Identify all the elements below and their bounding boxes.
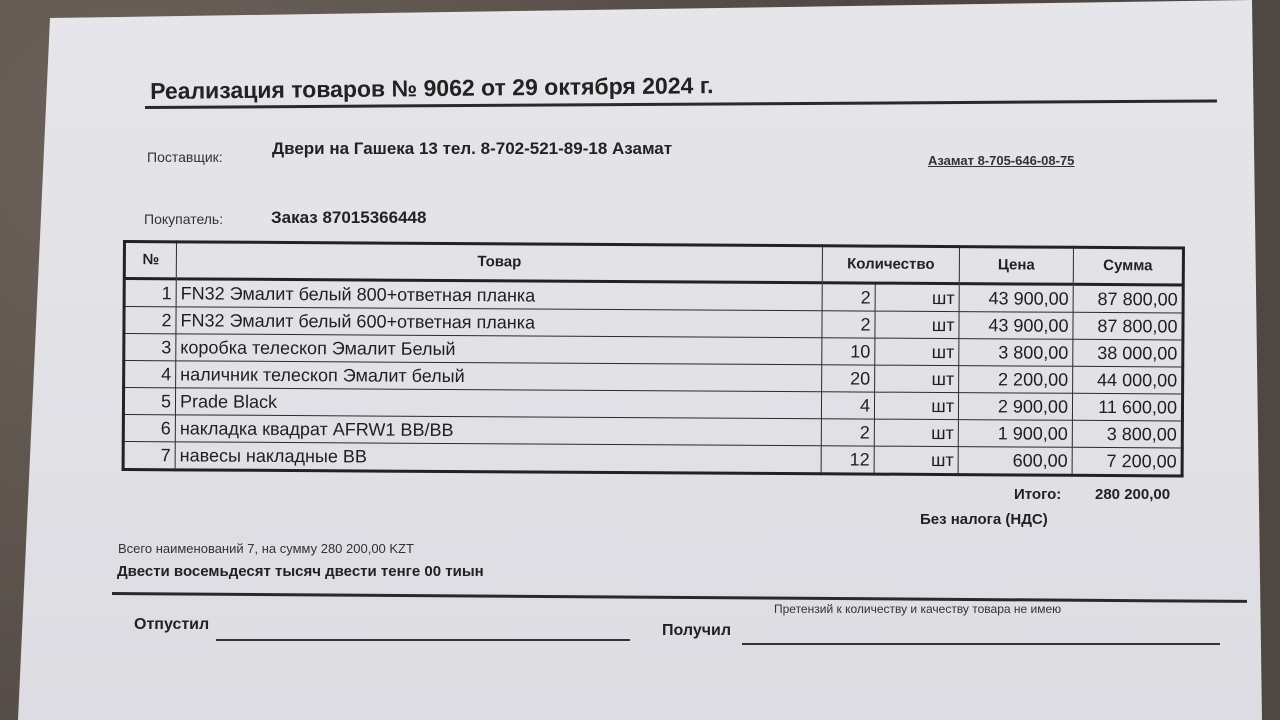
row-sum: 38 000,00 [1073, 339, 1183, 367]
row-item: коробка телескоп Эмалит Белый [176, 334, 822, 365]
tax-label: Без налога (НДС) [920, 511, 1048, 528]
row-num: 4 [124, 361, 176, 388]
released-label: Отпустил [134, 616, 210, 633]
row-item: навесы накладные BB [175, 442, 821, 474]
row-qty: 2 [821, 419, 874, 446]
row-unit: шт [875, 365, 959, 393]
row-sum: 44 000,00 [1073, 366, 1183, 394]
row-sum: 87 800,00 [1073, 284, 1183, 313]
buyer-label: Покупатель: [144, 211, 224, 227]
row-price: 2 200,00 [959, 366, 1073, 394]
header-price: Цена [959, 247, 1073, 285]
row-item: FN32 Эмалит белый 800+ответная планка [176, 279, 822, 311]
received-signature-line [742, 643, 1220, 645]
row-item: FN32 Эмалит белый 600+ответная планка [176, 307, 822, 338]
row-qty: 20 [822, 365, 875, 392]
received-label: Получил [662, 622, 732, 639]
row-qty: 10 [822, 338, 875, 365]
row-price: 1 900,00 [958, 420, 1072, 448]
header-item: Товар [176, 242, 822, 283]
row-unit: шт [875, 283, 959, 312]
buyer-value: Заказ 87015366448 [271, 208, 427, 227]
header-num: № [124, 242, 176, 279]
row-price: 43 900,00 [959, 312, 1073, 340]
row-unit: шт [874, 419, 958, 447]
supplier-label: Поставщик: [147, 149, 223, 165]
row-qty: 4 [821, 392, 874, 419]
row-sum: 3 800,00 [1072, 420, 1182, 448]
row-num: 5 [123, 388, 175, 415]
amount-in-words: Двести восемьдесят тысяч двести тенге 00 тиын [117, 563, 484, 580]
row-unit: шт [875, 311, 959, 339]
items-count-line: Всего наименований 7, на сумму 280 200,00 KZT [118, 541, 414, 556]
row-item: Prade Black [175, 388, 821, 419]
released-signature-line [216, 639, 630, 641]
supplier-contact: Азамат 8-705-646-08-75 [928, 153, 1075, 168]
total-label: Итого: [1014, 486, 1062, 503]
table-header-row [124, 242, 1183, 285]
document-title: Реализация товаров № 9062 от 29 октября 2024 г. [150, 72, 714, 104]
row-qty: 12 [821, 446, 874, 474]
row-price: 2 900,00 [958, 393, 1072, 421]
row-qty: 2 [822, 283, 875, 311]
row-unit: шт [875, 338, 959, 366]
row-qty: 2 [822, 311, 875, 338]
row-price: 600,00 [958, 447, 1072, 476]
header-sum: Сумма [1073, 247, 1183, 285]
row-num: 7 [123, 442, 175, 470]
row-item: накладка квадрат AFRW1 BB/BB [175, 415, 821, 446]
row-price: 43 900,00 [959, 284, 1073, 313]
items-table-wrap [122, 240, 1185, 477]
row-num: 3 [124, 334, 176, 361]
row-num: 6 [123, 415, 175, 442]
row-unit: шт [874, 392, 958, 420]
row-sum: 87 800,00 [1073, 312, 1183, 340]
row-unit: шт [874, 446, 958, 475]
supplier-value: Двери на Гашека 13 тел. 8-702-521-89-18 Азамат [272, 139, 673, 158]
row-price: 3 800,00 [959, 339, 1073, 367]
row-num: 2 [124, 307, 176, 334]
row-sum: 7 200,00 [1072, 447, 1182, 476]
total-value: 280 200,00 [1095, 486, 1171, 503]
table-row [123, 442, 1182, 476]
items-table [122, 240, 1185, 477]
header-qty: Количество [822, 246, 959, 284]
claims-note: Претензий к количеству и качеству товара не имею [774, 602, 1062, 616]
row-num: 1 [124, 279, 176, 307]
row-sum: 11 600,00 [1072, 393, 1182, 421]
row-item: наличник телескоп Эмалит белый [176, 361, 822, 392]
